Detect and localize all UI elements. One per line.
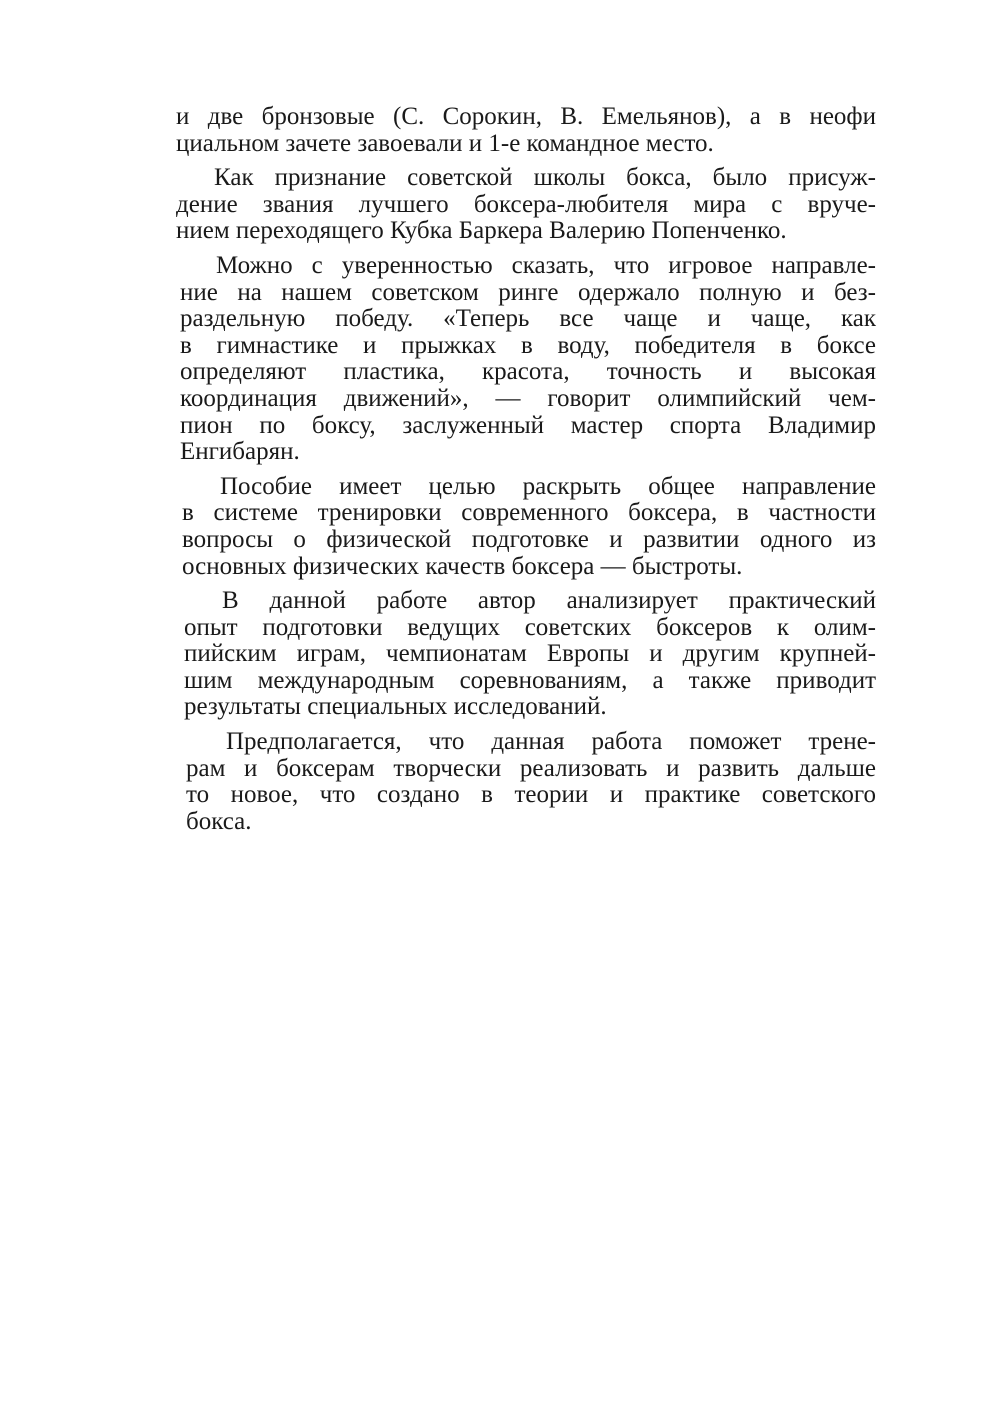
- paragraph-4: [176, 474, 876, 580]
- text-line: опыт подготовки ведущих советских боксеров к олим-: [184, 613, 876, 641]
- text-line: шим международным соревнованиям, а также приводит: [184, 666, 876, 694]
- text-line: В данной работе автор анализирует практический: [222, 587, 876, 615]
- text-line: результаты специальных исследований.: [184, 693, 607, 721]
- text-line: Можно с уверенностью сказать, что игровое направле-: [216, 251, 876, 279]
- paragraph-1: [176, 104, 876, 157]
- text-line: вопросы о физической подготовке и развитии одного из: [182, 525, 876, 553]
- paragraph-5: [176, 588, 876, 721]
- text-line: ние на нашем советском ринге одержало полную и без-: [180, 278, 876, 306]
- text-line: рам и боксерам творчески реализовать и развить дальше: [186, 754, 876, 782]
- text-line: бокса.: [186, 807, 252, 835]
- text-line: то новое, что создано в теории и практике советского: [186, 781, 876, 809]
- text-line: определяют пластика, красота, точность и высокая: [180, 358, 876, 386]
- text-line: и две бронзовые (С. Сорокин, В. Емельянов), а в неофи: [176, 103, 876, 130]
- text-line: Предполагается, что данная работа поможет трене-: [226, 728, 876, 756]
- paragraph-3: [176, 253, 876, 466]
- text-line: Пособие имеет целью раскрыть общее направление: [220, 472, 876, 500]
- text-line: в гимнастике и прыжках в воду, победителя в боксе: [180, 331, 876, 359]
- text-line: нием переходящего Кубка Баркера Валерию Попенченко.: [176, 217, 787, 245]
- text-line: координация движений», — говорит олимпийский чем-: [180, 384, 876, 412]
- text-line: пийским играм, чемпионатам Европы и другим крупней-: [184, 640, 876, 668]
- text-line: Енгибарян.: [180, 438, 300, 466]
- text-line: Как признание советской школы бокса, было присуж-: [214, 164, 876, 192]
- paragraph-2: [176, 165, 876, 245]
- text-line: циальном зачете завоевали и 1-е командное место.: [176, 129, 714, 157]
- body-text: [176, 104, 876, 835]
- text-line: дение звания лучшего боксера-любителя мира с вруче-: [176, 190, 876, 218]
- text-line: основных физических качеств боксера — быстроты.: [182, 552, 743, 580]
- text-line: в системе тренировки современного боксера, в частности: [182, 499, 876, 527]
- paragraph-6: [176, 729, 876, 835]
- text-line: пион по боксу, заслуженный мастер спорта Владимир: [180, 411, 876, 439]
- text-line: раздельную победу. «Теперь все чаще и чаще, как: [180, 305, 876, 333]
